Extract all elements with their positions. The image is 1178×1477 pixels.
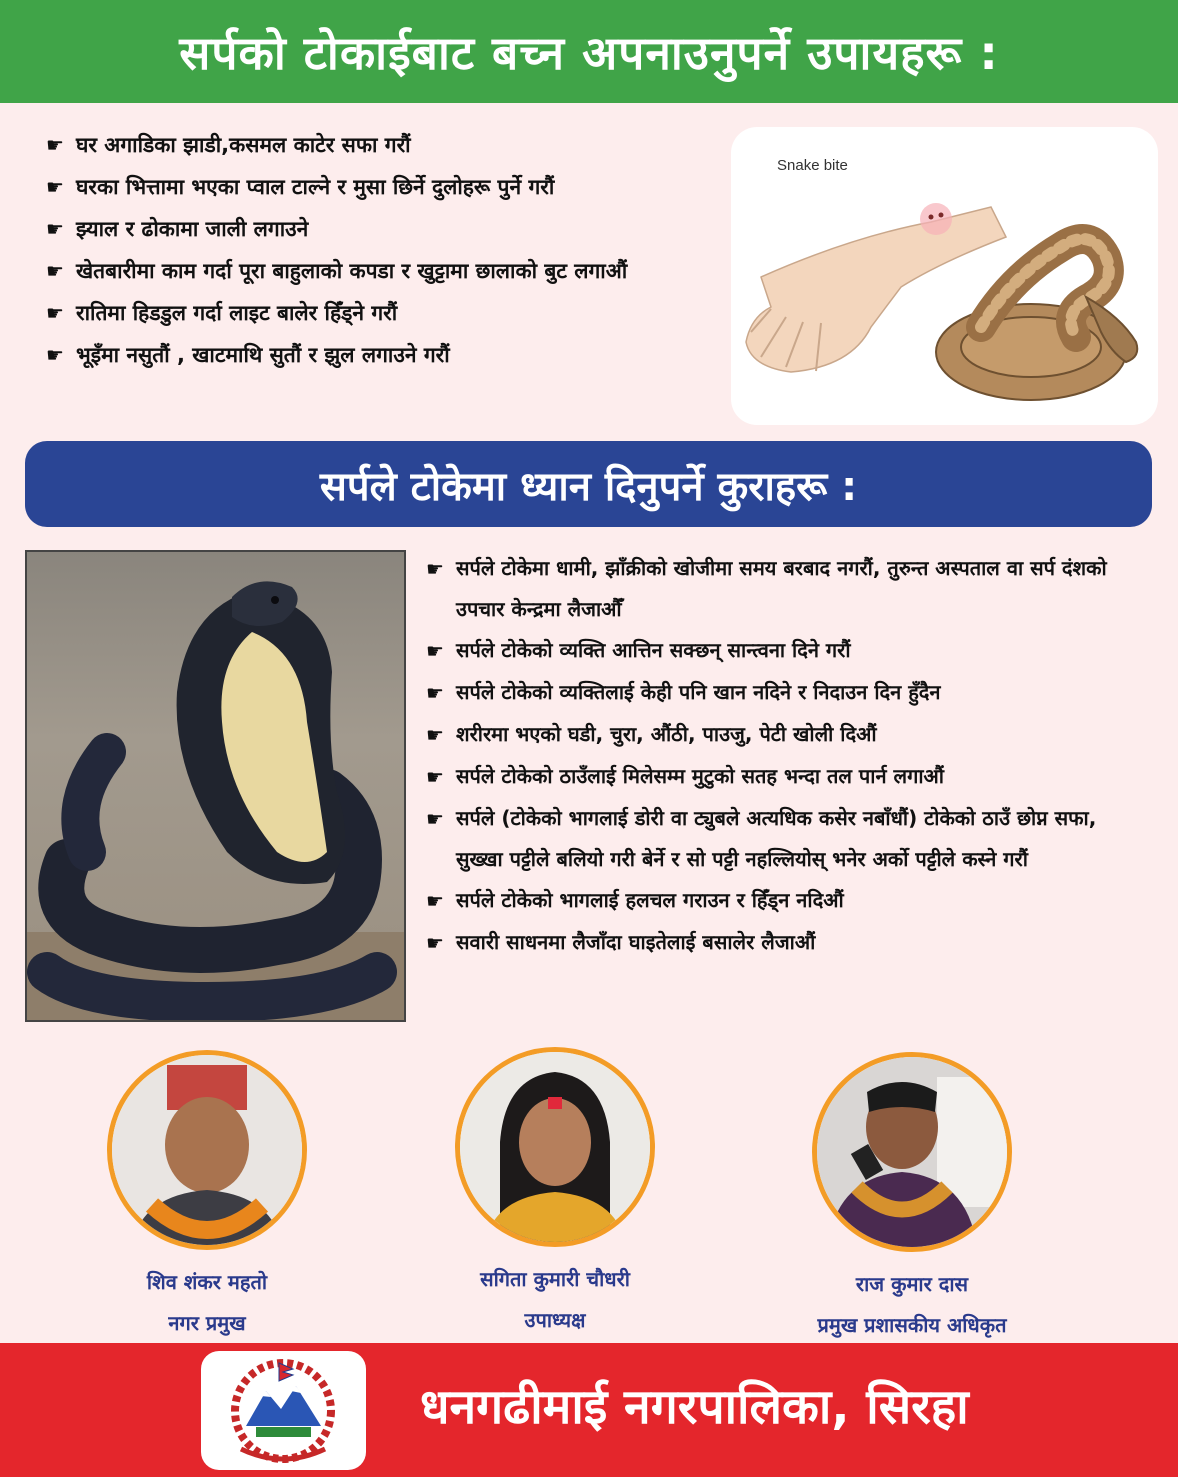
list-item: ☛ सर्पले टोकेको व्यक्ति आत्तिन सक्छन् सान्त्वना दिने गरौं <box>426 630 1146 672</box>
pointing-hand-icon: ☛ <box>46 259 64 283</box>
footer-banner <box>0 1343 1178 1477</box>
official-mayor <box>77 1050 337 1336</box>
municipality-emblem <box>201 1351 366 1470</box>
pointing-hand-icon: ☛ <box>426 931 444 955</box>
cobra-illustration <box>27 552 406 1022</box>
cobra-photo <box>25 550 406 1022</box>
pointing-hand-icon: ☛ <box>426 681 444 705</box>
prevention-heading: सर्पको टोकाईबाट बच्न अपनाउनुपर्ने उपायहरू : <box>179 25 999 80</box>
pointing-hand-icon: ☛ <box>426 765 444 789</box>
list-item: ☛ झ्याल र ढोकामा जाली लगाउने <box>46 208 736 250</box>
official-deputy <box>425 1047 685 1333</box>
list-item: ☛ घर अगाडिका झाडी,कसमल काटेर सफा गरौं <box>46 124 736 166</box>
first-aid-list <box>426 548 1146 964</box>
list-item: ☛ भूइँमा नसुतौं , खाटमाथि सुतौं र झुल लगाउने गरौं <box>46 334 736 376</box>
pointing-hand-icon: ☛ <box>426 639 444 663</box>
avatar <box>107 1050 307 1250</box>
illustration-caption: Snake bite <box>777 157 848 174</box>
list-item: ☛ सर्पले टोकेमा धामी, झाँक्रीको खोजीमा समय बरबाद नगरौं, तुरुन्त अस्पताल वा सर्प दंशको उपचार केन्द्रमा लैजाऔँ <box>426 548 1146 630</box>
list-item: ☛ सर्पले (टोकेको भागलाई डोरी वा ट्युबले अत्यधिक कसेर नबाँधौं) टोकेको ठाउँ छोप्न सफा, सुख्खा पट्टीले बलियो गरी बेर्ने र सो पट्टी नहल्लियोस् भनेर अर्को पट्टीले कस्ने गरौं <box>426 798 1146 880</box>
official-role: प्रमुख प्रशासकीय अधिकृत <box>817 1313 1007 1337</box>
pointing-hand-icon: ☛ <box>426 557 444 581</box>
pointing-hand-icon: ☛ <box>46 301 64 325</box>
list-item: ☛ शरीरमा भएको घडी, चुरा, औंठी, पाउजु, पेटी खोली दिऔं <box>426 714 1146 756</box>
list-item: ☛ खेतबारीमा काम गर्दा पूरा बाहुलाको कपडा र खुट्टामा छालाको बुट लगाऔं <box>46 250 736 292</box>
top-banner <box>0 0 1178 103</box>
nepal-emblem-icon <box>201 1351 366 1470</box>
official-role: उपाध्यक्ष <box>524 1308 586 1332</box>
official-role: नगर प्रमुख <box>168 1311 246 1335</box>
pointing-hand-icon: ☛ <box>426 723 444 747</box>
list-item: ☛ सर्पले टोकेको व्यक्तिलाई केही पनि खान नदिने र निदाउन दिन हुँदैन <box>426 672 1146 714</box>
attention-heading: सर्पले टोकेमा ध्यान दिनुपर्ने कुराहरू : <box>319 463 858 510</box>
avatar <box>812 1052 1012 1252</box>
prevention-list <box>46 124 736 376</box>
official-cao <box>782 1052 1042 1338</box>
pointing-hand-icon: ☛ <box>46 217 64 241</box>
pointing-hand-icon: ☛ <box>46 133 64 157</box>
municipality-name: धनगढीमाई नगरपालिका, सिरहा <box>420 1379 969 1435</box>
list-item: ☛ सवारी साधनमा लैजाँदा घाइतेलाई बसालेर लैजाऔं <box>426 922 1146 964</box>
official-name: शिव शंकर महतो <box>146 1270 268 1294</box>
pointing-hand-icon: ☛ <box>46 343 64 367</box>
list-item: ☛ रातिमा हिडडुल गर्दा लाइट बालेर हिँड्ने गरौं <box>46 292 736 334</box>
official-name: सगिता कुमारी चौधरी <box>480 1267 630 1291</box>
pointing-hand-icon: ☛ <box>46 175 64 199</box>
list-item: ☛ घरका भित्तामा भएका प्वाल टाल्ने र मुसा छिर्ने दुलोहरू पुर्ने गरौं <box>46 166 736 208</box>
pointing-hand-icon: ☛ <box>426 807 444 831</box>
snakebite-illustration <box>731 127 1158 425</box>
avatar <box>455 1047 655 1247</box>
attention-banner <box>25 441 1152 527</box>
list-item: ☛ सर्पले टोकेको ठाउँलाई मिलेसम्म मुटुको सतह भन्दा तल पार्न लगाऔं <box>426 756 1146 798</box>
pointing-hand-icon: ☛ <box>426 889 444 913</box>
official-name: राज कुमार दास <box>855 1272 969 1296</box>
list-item: ☛ सर्पले टोकेको भागलाई हलचल गराउन र हिँड्न नदिऔं <box>426 880 1146 922</box>
